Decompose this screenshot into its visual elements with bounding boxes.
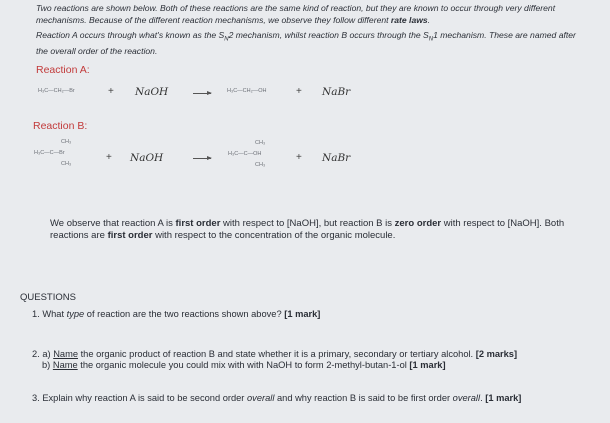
reaction-a-reactant: H₃C—CH₂—Br xyxy=(38,88,75,94)
reaction-a-plus-1: + xyxy=(108,86,114,97)
intro-text xyxy=(36,3,586,62)
observation-text-c: with respect to [NaOH], but reaction B is xyxy=(220,218,395,229)
intro-p2-text-b: 2 mechanism, whilst reaction B occurs through the S xyxy=(228,30,429,40)
q3-overall-italic-1: overall xyxy=(247,393,275,403)
q3-overall-italic-2: overall xyxy=(452,393,481,403)
reaction-a-label: Reaction A: xyxy=(36,64,90,76)
question-1 xyxy=(32,309,320,321)
reaction-b-byproduct: NaBr xyxy=(322,152,351,164)
observation-text-e: with respect to [NaOH]. Both reactions are xyxy=(50,218,565,241)
q2b-prefix: b) xyxy=(42,360,53,370)
observation-text-g: with respect to the concentration of the organic molecule. xyxy=(152,230,396,241)
q3-text-e: . xyxy=(480,393,486,403)
rate-laws-bold: rate laws xyxy=(390,14,428,25)
observation-text-a: We observe that reaction A is xyxy=(50,218,176,229)
questions-heading: QUESTIONS xyxy=(20,292,76,303)
question-3 xyxy=(32,393,521,405)
intro-p1-end: . xyxy=(427,14,431,25)
q1-marks: [1 mark] xyxy=(284,309,321,319)
q2a-prefix: 2. a) xyxy=(32,349,54,359)
q1-text-a: 1. What xyxy=(32,309,67,319)
reaction-b-reactant-bottom: CH₃ xyxy=(61,161,72,167)
intro-p2-text-c: 1 mechanism. These are named after the overall order of the reaction. xyxy=(36,30,576,57)
q2a-marks: [2 marks] xyxy=(475,349,518,359)
observation-first-order-b: first order xyxy=(107,230,153,241)
reaction-a-arrow xyxy=(193,93,211,94)
reaction-b-product-mid: H₃C—C—OH xyxy=(228,151,262,157)
q2a-name-underlined: Name xyxy=(53,349,78,359)
question-2a xyxy=(32,349,517,361)
q2b-name-underlined: Name xyxy=(52,360,78,370)
observation-zero-order: zero order xyxy=(394,218,442,229)
q3-marks: [1 mark] xyxy=(485,393,522,403)
intro-paragraph-1 xyxy=(36,3,586,26)
sn2-subscript: N xyxy=(224,36,229,43)
reaction-b-plus-2: + xyxy=(296,152,302,163)
q3-text-a: 3. Explain why reaction A is said to be second order xyxy=(32,393,247,403)
q2b-text: the organic molecule you could mix with with NaOH to form 2-methyl-butan-1-ol xyxy=(77,360,410,370)
reaction-b-product-bottom: CH₃ xyxy=(255,162,266,168)
q3-text-c: and why reaction B is said to be first order xyxy=(274,393,453,403)
reaction-b-arrow xyxy=(193,158,211,159)
reaction-b-product-top: CH₃ xyxy=(255,140,266,146)
reaction-a-byproduct: NaBr xyxy=(322,86,351,98)
reaction-b-plus-1: + xyxy=(106,152,112,163)
q2b-marks: [1 mark] xyxy=(409,360,446,370)
observation-first-order-a: first order xyxy=(175,218,221,229)
q1-type-italic: type xyxy=(66,309,85,319)
reaction-b-reactant-top: CH₃ xyxy=(61,139,72,145)
intro-p2-text: Reaction A occurs through what's known as the S xyxy=(36,30,225,40)
intro-paragraph-2 xyxy=(36,30,586,58)
reaction-b-label: Reaction B: xyxy=(33,120,88,132)
reaction-a-product: H₃C—CH₂—OH xyxy=(227,88,267,94)
question-2b xyxy=(42,360,446,372)
observation-paragraph xyxy=(50,218,590,242)
reaction-a-reagent: NaOH xyxy=(135,86,169,98)
reaction-b-reagent: NaOH xyxy=(130,152,164,164)
intro-p1-text: Two reactions are shown below. Both of these reactions are the same kind of reaction, but they are known to occur through very different mechanisms. Because of the different reaction mechanisms, we observe they follow different xyxy=(36,3,556,25)
q2a-text: the organic product of reaction B and state whether it is a primary, secondary or tertiary alcohol. xyxy=(78,349,476,359)
sn1-subscript: N xyxy=(428,36,434,43)
reaction-b-reactant-mid: H₃C—C—Br xyxy=(34,150,65,156)
reaction-a-plus-2: + xyxy=(296,86,302,97)
q1-text-c: of reaction are the two reactions shown above? xyxy=(84,309,285,319)
